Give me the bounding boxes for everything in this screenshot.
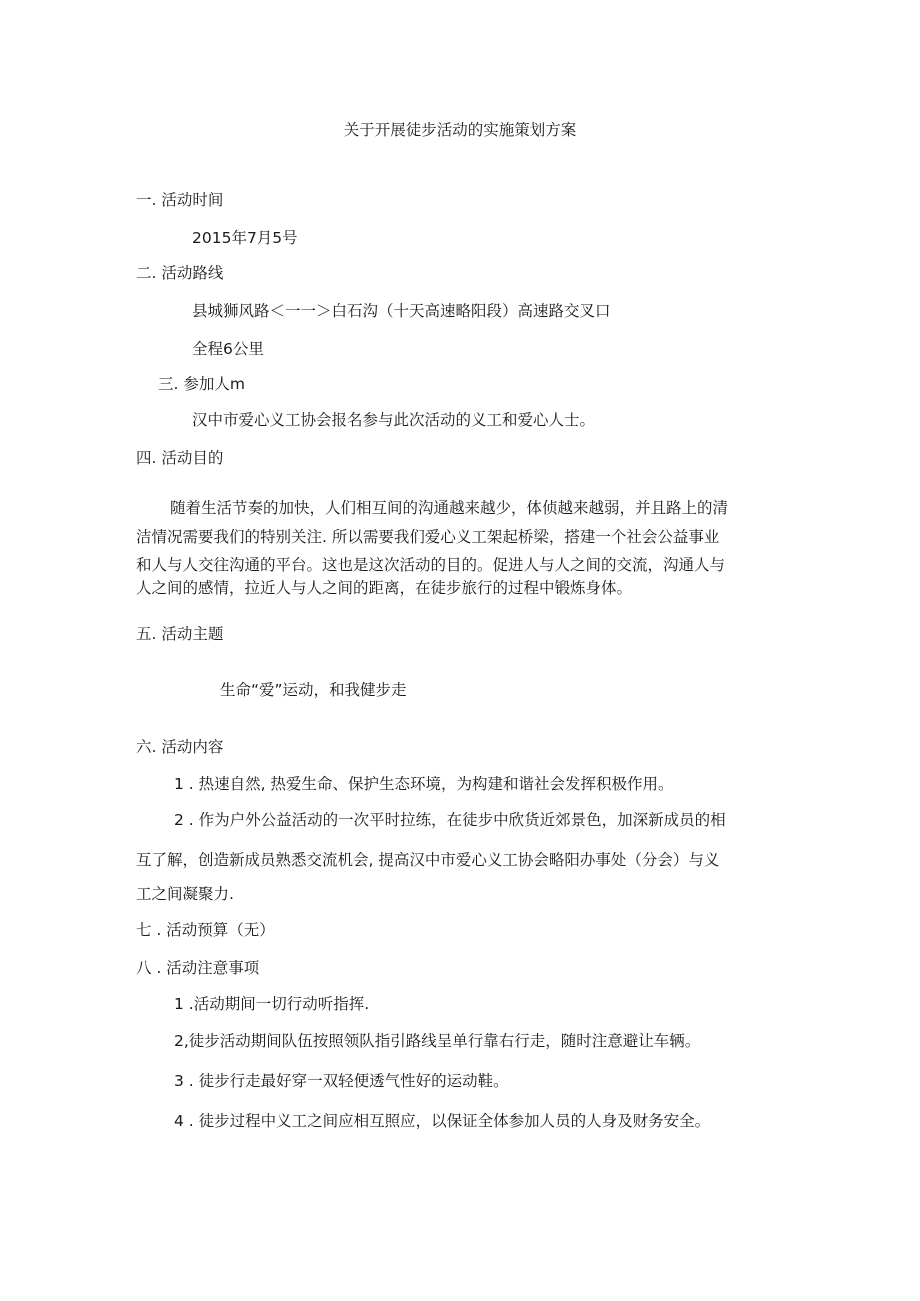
section-heading-purpose: 四. 活动目的 <box>136 449 224 467</box>
purpose-line: 和人与人交往沟通的平台。这也是这次活动的目的。促进人与人之间的交流，沟通人与 <box>136 556 726 574</box>
purpose-line: 洁情况需要我们的特别关注. 所以需要我们爱心义工架起桥梁，搭建一个社会公益事业 <box>136 528 720 546</box>
section-heading-budget: 七 . 活动预算（无） <box>136 921 275 939</box>
section-heading-notes: 八 . 活动注意事项 <box>136 959 260 977</box>
section-heading-participants: 三. 参加人m <box>158 375 245 393</box>
activity-date: 2015年7月5号 <box>192 229 298 247</box>
distance-text: 全程6公里 <box>192 340 264 358</box>
document-title: 关于开展徒步活动的实施策划方案 <box>343 121 577 139</box>
route-text: 县城狮风路＜一一＞白石沟（十天高速略阳段）高速路交叉口 <box>192 302 611 320</box>
section-heading-route: 二. 活动路线 <box>136 264 224 282</box>
content-item-2-line: 工之间凝聚力. <box>136 885 234 903</box>
section-heading-time: 一. 活动时间 <box>136 191 224 209</box>
content-item-1: 1 . 热速自然, 热爱生命、保护生态环境，为构建和谐社会发挥积极作用。 <box>174 775 674 793</box>
content-item-2-line: 2 . 作为户外公益活动的一次平时拉练，在徒步中欣货近郊景色，加深新成员的相 <box>174 811 726 829</box>
theme-text: 生命“爱”运动，和我健步走 <box>220 681 407 699</box>
purpose-line: 人之间的感情，拉近人与人之间的距离，在徒步旅行的过程中锻炼身体。 <box>136 579 633 597</box>
notes-item: 4 . 徒步过程中义工之间应相互照应，以保证全体参加人员的人身及财务安全。 <box>174 1112 711 1130</box>
section-heading-theme: 五. 活动主题 <box>136 625 224 643</box>
participants-text: 汉中市爱心义工协会报名参与此次活动的义工和爱心人士。 <box>192 411 596 429</box>
notes-item: 3 . 徒步行走最好穿一双轻便透气性好的运动鞋。 <box>174 1072 509 1090</box>
section-heading-content: 六. 活动内容 <box>136 738 224 756</box>
notes-item: 2,徒步活动期间队伍按照领队指引路线呈单行靠右行走，随时注意避让车辆。 <box>174 1032 701 1050</box>
purpose-line: 随着生活节奏的加快，人们相互间的沟通越来越少，体侦越来越弱，并且路上的清 <box>170 499 729 517</box>
notes-item: 1 .活动期间一切行动听指挥. <box>174 995 370 1013</box>
content-item-2-line: 互了解，创造新成员熟悉交流机会, 提高汉中市爱心义工协会略阳办事处（分会）与义 <box>136 851 720 869</box>
